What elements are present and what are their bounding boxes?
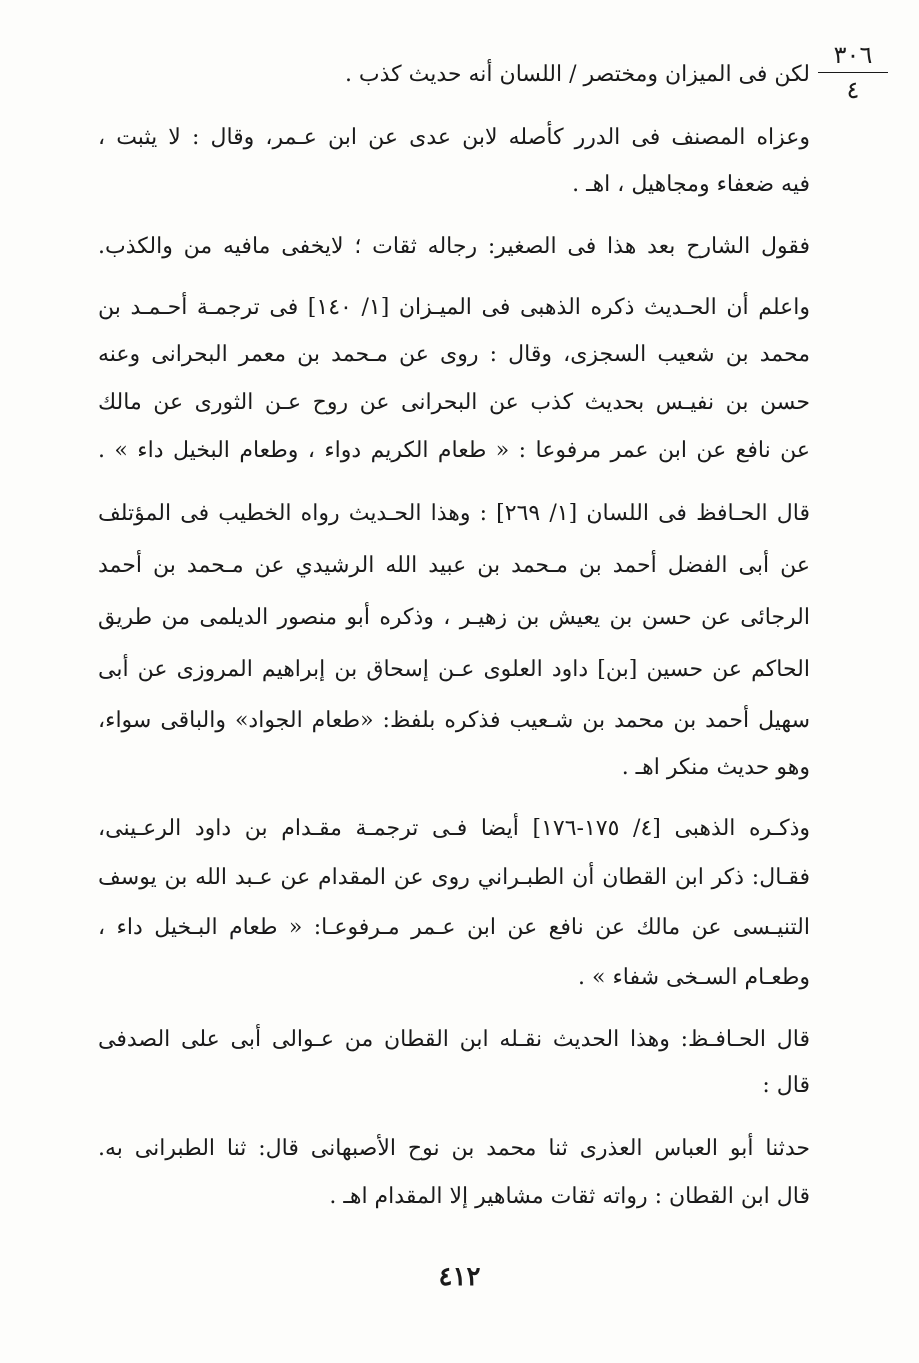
text-line: وهو حديث منكر اهـ .	[621, 755, 810, 780]
text-line: وعزاه المصنف فى الدرر كأصله لابن عدى عن ابن عـمر، وقال : لا يثبت ،	[98, 125, 810, 150]
text-line: حسن بن نفيـس بحديث كذب عن البحرانى عن روح عـن الثورى عن مالك	[98, 390, 810, 415]
text-line: فقـال: ذكر ابن القطان أن الطبـراني روى عن المقدام عن عـبد الله بن يوسف	[98, 865, 810, 890]
text-line: التنيـسى عن مالك عن نافع عن ابن عـمر مـرفوعـا: « طعام البـخيل داء ،	[98, 915, 810, 940]
text-line: واعلم أن الحـديث ذكره الذهبى فى الميـزان [١/ ١٤٠] فى ترجمـة أحـمـد بن	[98, 295, 810, 320]
text-line: عن نافع عن ابن عمر مرفوعا : « طعام الكريم دواء ، وطعام البخيل داء » .	[98, 438, 810, 463]
text-line: عن أبى الفضل أحمد بن مـحمد بن عبيد الله الرشيدي عن مـحمد بن أحمد	[98, 553, 810, 578]
margin-reference	[818, 40, 888, 105]
text-line: قال ابن القطان : رواته ثقات مشاهير إلا المقدام اهـ .	[329, 1184, 810, 1209]
text-line: وذكـره الذهبى [٤/ ١٧٥-١٧٦] أيضا فـى ترجمـة مقـدام بن داود الرعـينى،	[98, 816, 810, 841]
text-line: فيه ضعفاء ومجاهيل ، اهـ .	[572, 172, 810, 197]
text-line: قال الحـافـظ: وهذا الحديث نقـله ابن القطان من عـوالى أبى على الصدفى	[98, 1027, 810, 1052]
text-line: حدثنا أبو العباس العذرى ثنا محمد بن نوح الأصبهانى قال: ثنا الطبرانى به.	[98, 1136, 810, 1161]
text-line: قال الحـافظ فى اللسان [١/ ٢٦٩] : وهذا الحـديث رواه الخطيب فى المؤتلف	[98, 501, 810, 526]
page-number: ٤١٢	[438, 1262, 481, 1292]
text-line: الرجائى عن حسن بن يعيش بن زهيـر ، وذكره أبو منصور الديلمى من طريق	[98, 605, 810, 630]
text-line: سهيل أحمد بن محمد بن شـعيب فذكره بلفظ: «طعام الجواد» والباقى سواء،	[98, 708, 810, 733]
text-line: قال :	[762, 1073, 810, 1098]
text-line: فقول الشارح بعد هذا فى الصغير: رجاله ثقات ؛ لايخفى مافيه من والكذب.	[98, 234, 810, 259]
text-line: الحاكم عن حسين [بن] داود العلوى عـن إسحاق بن إبراهيم المروزى عن أبى	[98, 657, 810, 682]
text-line: وطعـام السـخى شفاء » .	[578, 965, 810, 990]
margin-ref-top: ٣٠٦	[818, 40, 888, 73]
text-line: محمد بن شعيب السجزى، وقال : روى عن مـحمد بن معمر البحرانى وعنه	[98, 342, 810, 367]
margin-ref-bottom: ٤	[846, 76, 860, 104]
text-line: لكن فى الميزان ومختصر / اللسان أنه حديث كذب .	[344, 62, 810, 87]
